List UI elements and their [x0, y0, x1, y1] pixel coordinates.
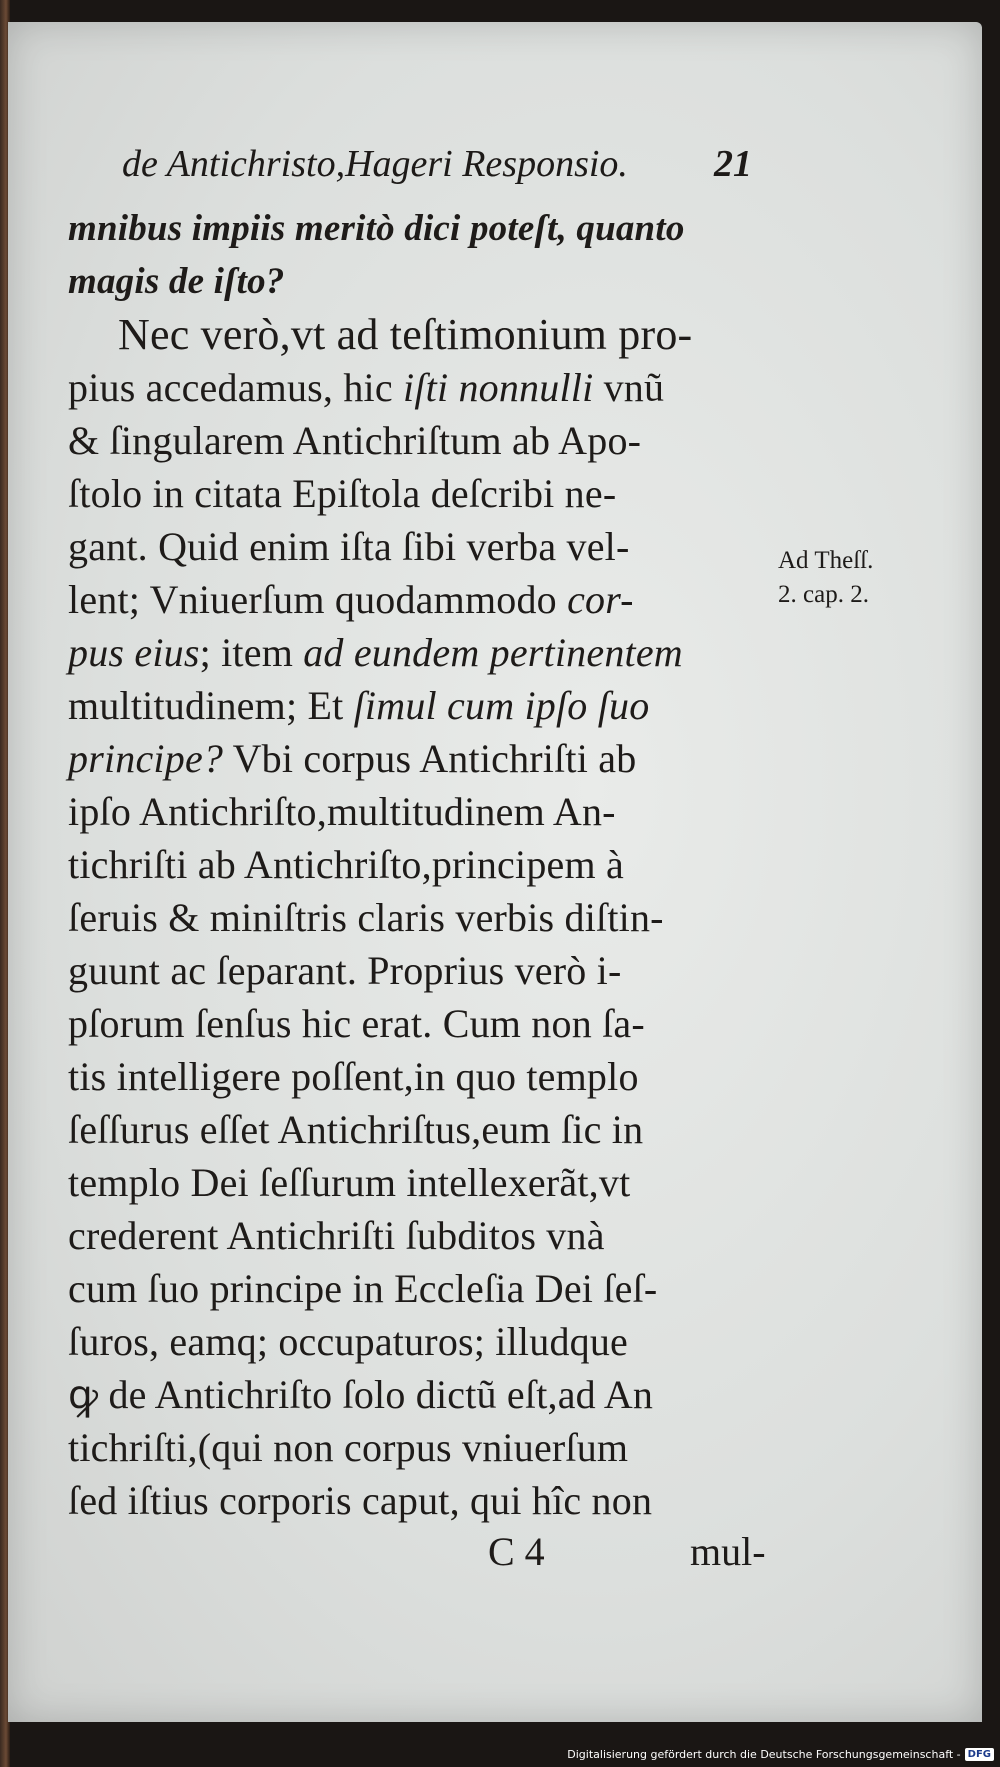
text-segment: tichriſti,(qui non corpus vniuerſum	[68, 1425, 629, 1470]
text-segment: ſed iſtius corporis caput, qui hîc non	[68, 1478, 653, 1523]
text-line	[68, 785, 768, 838]
text-segment: Vbi corpus Antichriſti ab	[223, 736, 637, 781]
digitization-credit	[567, 1748, 994, 1761]
italic-segment: ſimul cum ipſo ſuo	[353, 683, 650, 728]
book-page	[8, 22, 982, 1722]
text-segment: multitudinem; Et	[68, 683, 354, 728]
margin-note-line: 2. cap. 2.	[778, 581, 869, 608]
text-segment: cum ſuo principe in Eccleſia Dei ſeſ-	[68, 1266, 658, 1311]
text-line	[68, 1156, 768, 1209]
text-line	[68, 414, 768, 467]
text-segment: & ſingularem Antichriſtum ab Apo-	[68, 418, 642, 463]
text-line	[68, 944, 768, 997]
text-line	[68, 1368, 768, 1421]
text-segment: crederent Antichriſti ſubditos vnà	[68, 1213, 605, 1258]
text-segment: ; item	[199, 630, 304, 675]
dfg-logo: DFG	[965, 1748, 994, 1761]
text-segment: Nec verò,vt ad teſtimonium pro-	[118, 310, 693, 359]
italic-segment: principe?	[68, 736, 224, 781]
italic-segment: mnibus impiis meritò dici poteſt, quanto	[68, 208, 685, 249]
text-segment: gant. Quid enim iſta ſibi verba vel-	[68, 524, 630, 569]
text-line	[68, 1209, 768, 1262]
text-line	[68, 997, 768, 1050]
text-segment: templo Dei ſeſſurum intellexerãt,vt	[68, 1160, 631, 1205]
text-segment: ſuros, eamq; occupaturos; illudque	[68, 1319, 629, 1364]
text-segment: vnũ	[593, 365, 665, 410]
text-segment: ſeruis & miniſtris claris verbis diſtin-	[68, 895, 664, 940]
text-line	[68, 1421, 768, 1474]
text-segment: lent; Vniuerſum quodammodo	[68, 577, 568, 622]
text-line	[68, 202, 768, 255]
running-title: de Antichristo,Hageri Responsio.	[122, 143, 628, 185]
text-line	[68, 1262, 768, 1315]
text-line	[68, 1315, 768, 1368]
text-line	[68, 573, 768, 626]
margin-note-line: Ad Theſſ.	[778, 547, 874, 574]
running-header	[122, 142, 752, 192]
text-segment: pſorum ſenſus hic erat. Cum non ſa-	[68, 1001, 645, 1046]
text-line	[68, 838, 768, 891]
italic-segment: iſti nonnulli	[403, 365, 594, 410]
text-line	[68, 732, 768, 785]
italic-segment: ad eundem pertinentem	[303, 630, 683, 675]
text-line	[68, 1474, 768, 1527]
text-segment: pius accedamus, hic	[68, 365, 403, 410]
page-footer-marks	[488, 1528, 788, 1588]
text-line	[68, 1103, 768, 1156]
italic-segment: magis de iſto?	[68, 261, 285, 302]
text-line	[68, 1050, 768, 1103]
text-segment: guunt ac ſeparant. Proprius verò i-	[68, 948, 622, 993]
italic-segment: cor-	[567, 577, 634, 622]
text-segment: ipſo Antichriſto,multitudinem An-	[68, 789, 616, 834]
credit-text: Digitalisierung gefördert durch die Deutsche Forschungsgemeinschaft -	[567, 1748, 961, 1761]
body-text	[68, 202, 768, 1527]
signature-mark: C 4	[488, 1529, 545, 1574]
catchword: mul-	[690, 1529, 766, 1574]
text-line	[68, 891, 768, 944]
text-segment: ꝙ de Antichriſto ſolo dictũ eſt,ad An	[68, 1372, 654, 1417]
text-line	[68, 255, 768, 308]
text-segment: ſtolo in citata Epiſtola deſcribi ne-	[68, 471, 617, 516]
text-segment: ſeſſurus eſſet Antichriſtus,eum ſic in	[68, 1107, 644, 1152]
margin-note	[778, 544, 908, 612]
text-line	[68, 308, 768, 361]
text-segment: tis intelligere poſſent,in quo templo	[68, 1054, 639, 1099]
text-line	[68, 679, 768, 732]
italic-segment: pus eius	[68, 630, 200, 675]
text-line	[68, 361, 768, 414]
text-line	[68, 520, 768, 573]
page-number: 21	[714, 143, 752, 185]
text-line	[68, 626, 768, 679]
text-segment: tichriſti ab Antichriſto,principem à	[68, 842, 624, 887]
text-line	[68, 467, 768, 520]
